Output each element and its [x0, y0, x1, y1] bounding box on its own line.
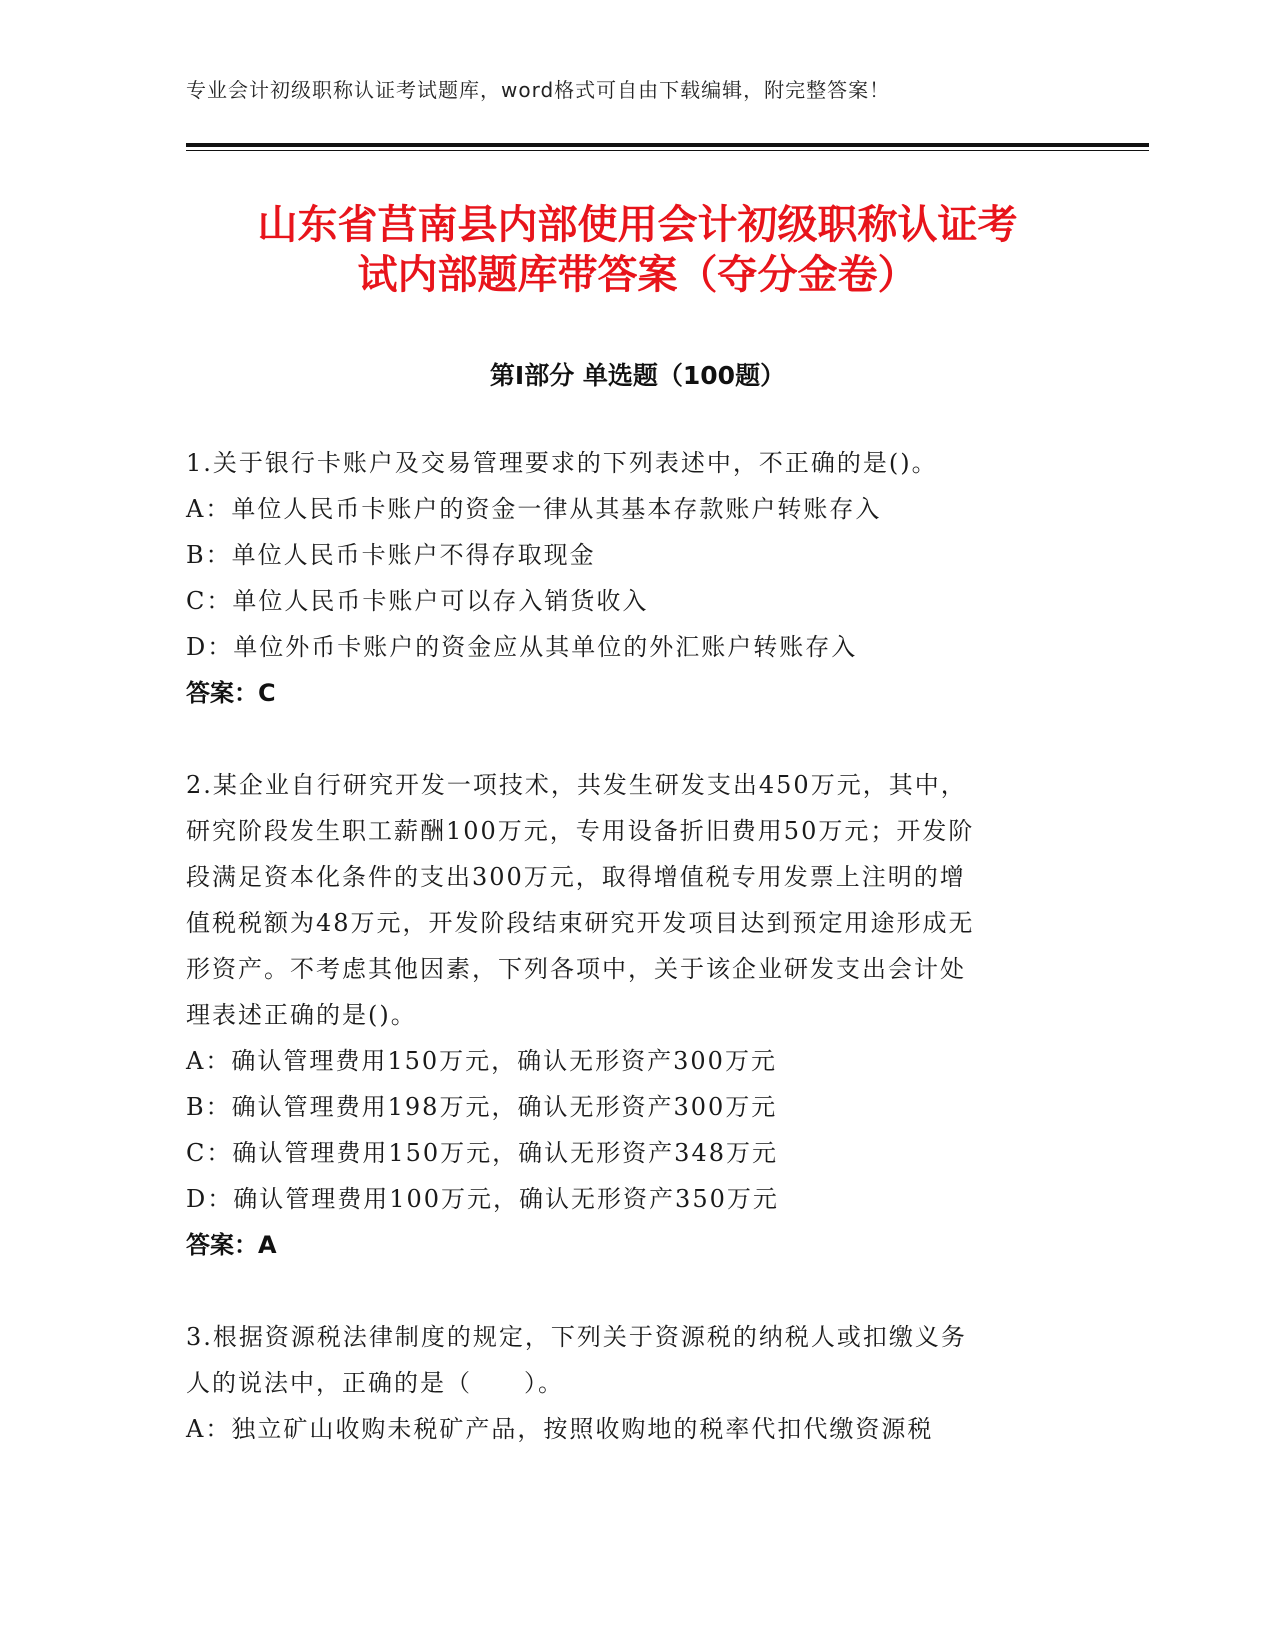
question-1	[186, 440, 1086, 716]
option-b: B：确认管理费用198万元，确认无形资产300万元	[186, 1093, 778, 1121]
section-heading: 第Ⅰ部分 单选题（100题）	[489, 361, 786, 390]
option-a: A：单位人民币卡账户的资金一律从其基本存款账户转账存入	[186, 495, 882, 523]
question-stem	[186, 1314, 1086, 1406]
answer: 答案：C	[186, 679, 276, 707]
title-line-1: 山东省莒南县内部使用会计初级职称认证考	[257, 202, 1018, 248]
stem-line: 段满足资本化条件的支出300万元，取得增值税专用发票上注明的增	[186, 863, 966, 891]
title-line-2: 试内部题库带答案（夺分金卷）	[357, 252, 918, 298]
stem-line: 值税税额为48万元，开发阶段结束研究开发项目达到预定用途形成无	[186, 909, 975, 937]
document-title	[160, 200, 1115, 300]
header-note: 专业会计初级职称认证考试题库，word格式可自由下载编辑，附完整答案！	[186, 78, 891, 102]
stem-line: 理表述正确的是()。	[186, 1001, 417, 1029]
stem-line: 研究阶段发生职工薪酬100万元，专用设备折旧费用50万元；开发阶	[186, 817, 975, 845]
option-a: A：独立矿山收购未税矿产品，按照收购地的税率代扣代缴资源税	[186, 1415, 934, 1443]
header-rule-thin	[186, 150, 1149, 151]
question-list	[186, 440, 1086, 1498]
question-stem	[186, 440, 1086, 486]
option-c: C：单位人民币卡账户可以存入销货收入	[186, 587, 649, 615]
option-c: C：确认管理费用150万元，确认无形资产348万元	[186, 1139, 778, 1167]
question-2	[186, 762, 1086, 1268]
question-3	[186, 1314, 1086, 1452]
stem-line: 3.根据资源税法律制度的规定，下列关于资源税的纳税人或扣缴义务	[186, 1323, 967, 1351]
header-rule-thick	[186, 143, 1149, 147]
option-b: B：单位人民币卡账户不得存取现金	[186, 541, 596, 569]
stem-line: 人的说法中，正确的是（ ）。	[186, 1369, 564, 1397]
question-stem	[186, 762, 1086, 1038]
option-d: D：单位外币卡账户的资金应从其单位的外汇账户转账存入	[186, 633, 858, 661]
answer: 答案：A	[186, 1231, 277, 1259]
stem-line: 2.某企业自行研究开发一项技术，共发生研发支出450万元，其中，	[186, 771, 967, 799]
option-d: D：确认管理费用100万元，确认无形资产350万元	[186, 1185, 779, 1213]
stem-line: 形资产。不考虑其他因素，下列各项中，关于该企业研发支出会计处	[186, 955, 966, 983]
option-a: A：确认管理费用150万元，确认无形资产300万元	[186, 1047, 777, 1075]
stem-line: 1.关于银行卡账户及交易管理要求的下列表述中，不正确的是()。	[186, 449, 938, 477]
